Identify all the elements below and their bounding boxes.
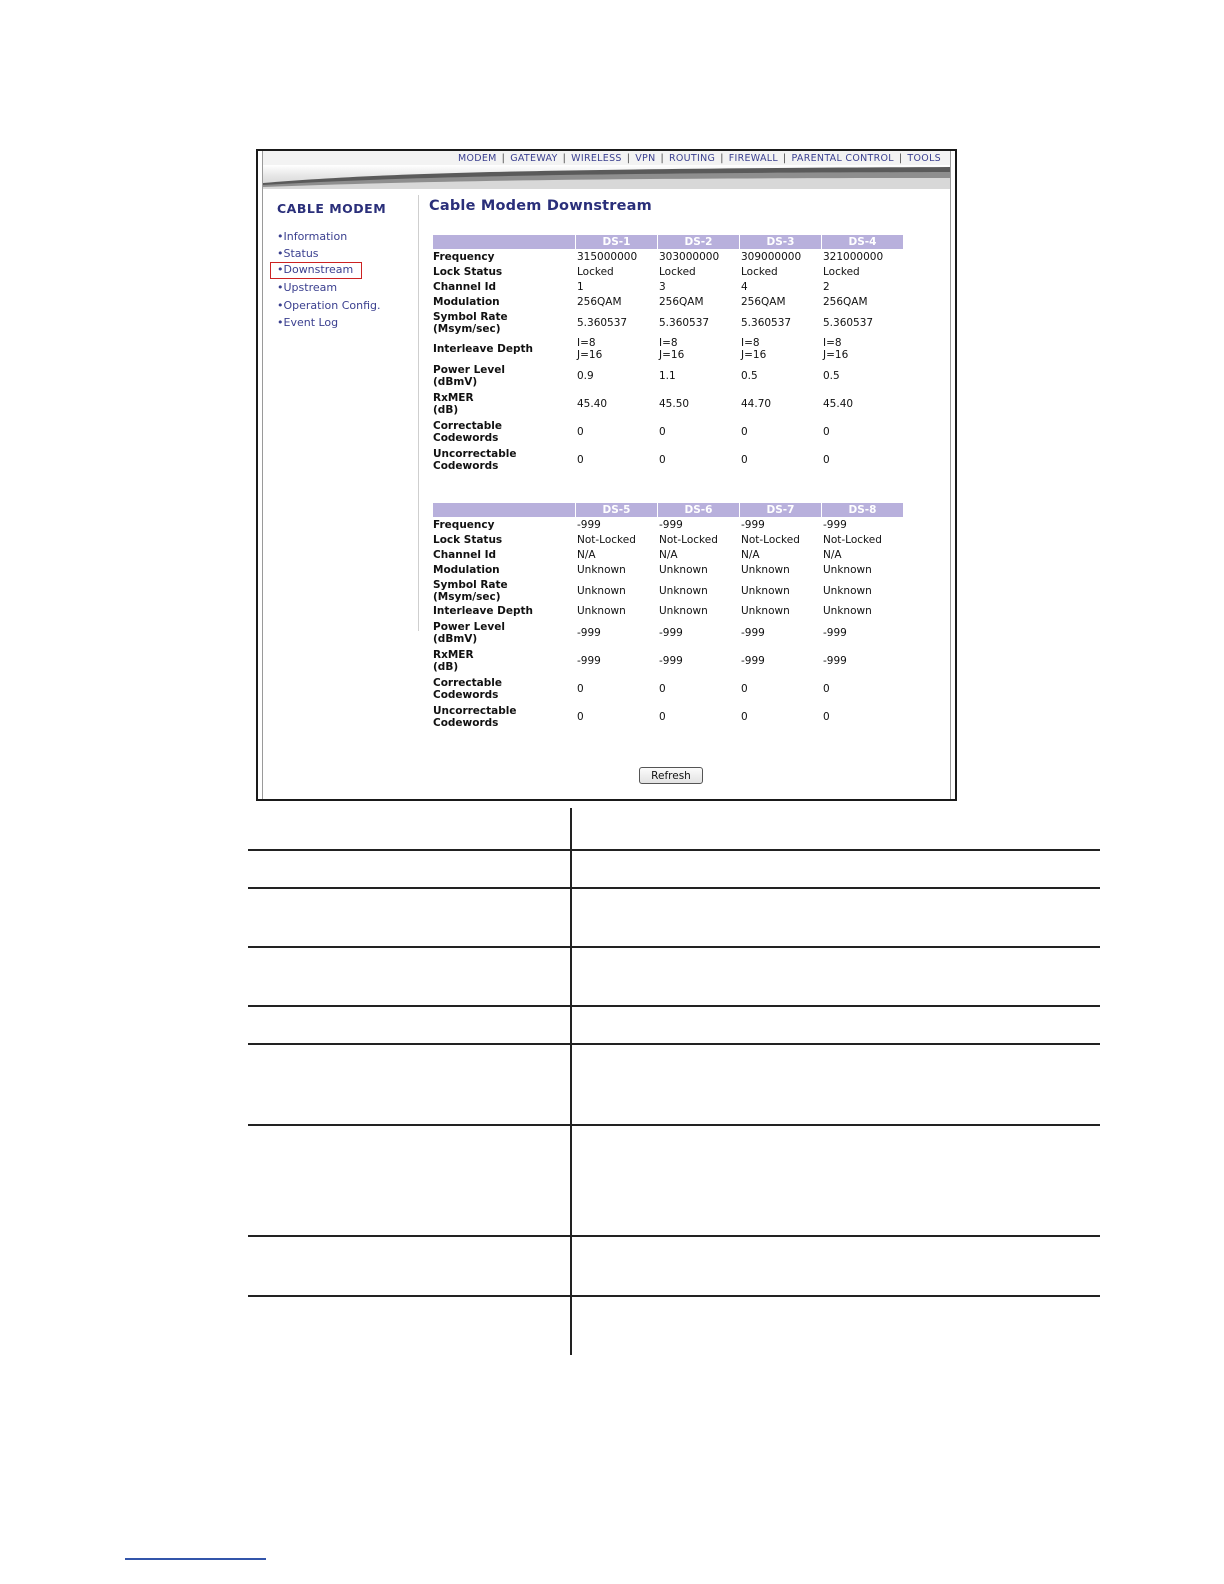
cell-value: Unknown	[577, 605, 626, 618]
cell-value: -999	[577, 518, 601, 531]
cell-value: 0	[823, 682, 830, 695]
column-header: DS-3	[739, 235, 821, 249]
table-row	[433, 310, 903, 336]
cell-value: 45.50	[659, 397, 690, 410]
cell-value: 0	[823, 710, 830, 723]
cell-value: Unknown	[823, 584, 872, 597]
table-row	[433, 563, 903, 578]
content-divider	[418, 195, 419, 631]
cell-value: Not-Locked	[577, 533, 636, 546]
cell-value	[657, 336, 739, 362]
sidebar-item-status[interactable]: •Status	[277, 247, 319, 261]
interleave-j: J=16	[741, 348, 767, 361]
cell-value: 0	[577, 453, 584, 466]
banner-swoosh	[263, 165, 950, 189]
cell-value: 309000000	[741, 250, 802, 263]
table-row	[433, 619, 903, 647]
cell-value: -999	[577, 626, 601, 639]
header-blank	[433, 503, 575, 517]
cell-value: 1	[577, 280, 584, 293]
cell-value: 2	[823, 280, 830, 293]
downstream-table-2	[433, 503, 903, 731]
column-divider	[570, 808, 572, 1355]
row-label: Frequency	[433, 250, 495, 263]
cell-value: 315000000	[577, 250, 638, 263]
row-label-line2: (dB)	[433, 403, 459, 416]
cell-value: 4	[741, 280, 748, 293]
nav-gateway[interactable]: GATEWAY	[510, 152, 558, 164]
cell-value: Locked	[741, 265, 778, 278]
column-header: DS-8	[821, 503, 903, 517]
cell-value: 0	[659, 710, 666, 723]
table-row	[433, 390, 903, 418]
row-divider	[248, 1005, 1100, 1007]
row-label	[433, 310, 575, 336]
row-label-line1: RxMER	[433, 391, 474, 404]
cell-value: 256QAM	[741, 296, 786, 309]
row-label-line2: (Msym/sec)	[433, 322, 501, 335]
row-label	[433, 675, 575, 703]
row-label-line2: (dB)	[433, 660, 459, 673]
column-header: DS-7	[739, 503, 821, 517]
table-row	[433, 264, 903, 279]
downstream-table-1	[433, 235, 903, 474]
table-row	[433, 532, 903, 547]
cell-value: 256QAM	[823, 296, 868, 309]
nav-wireless[interactable]: WIRELESS	[571, 152, 622, 164]
row-label	[433, 446, 575, 474]
header-banner	[263, 165, 950, 189]
cell-value: Unknown	[823, 605, 872, 618]
nav-vpn[interactable]: VPN	[635, 152, 656, 164]
cell-value: -999	[741, 654, 765, 667]
interleave-i: I=8	[577, 336, 596, 349]
row-label: Channel Id	[433, 280, 497, 293]
cell-value: 256QAM	[659, 296, 704, 309]
interleave-i: I=8	[741, 336, 760, 349]
table-row	[433, 362, 903, 390]
table-row	[433, 336, 903, 362]
cell-value: 45.40	[823, 397, 854, 410]
row-label-line2: Codewords	[433, 431, 499, 444]
cell-value: Locked	[577, 265, 614, 278]
interleave-i: I=8	[823, 336, 842, 349]
cell-value: -999	[577, 654, 601, 667]
nav-routing[interactable]: ROUTING	[669, 152, 716, 164]
cell-value: 0	[659, 425, 666, 438]
row-label	[433, 418, 575, 446]
cell-value: Unknown	[659, 564, 708, 577]
row-label	[433, 703, 575, 731]
cell-value: -999	[741, 518, 765, 531]
cell-value: 0	[741, 682, 748, 695]
cell-value: Unknown	[577, 584, 626, 597]
row-divider	[248, 1043, 1100, 1045]
row-label	[433, 578, 575, 604]
table-row	[433, 578, 903, 604]
table-row	[433, 604, 903, 619]
cell-value: 0	[577, 425, 584, 438]
row-label: Interleave Depth	[433, 605, 533, 618]
row-label-line2: Codewords	[433, 716, 499, 729]
cell-value: Unknown	[577, 564, 626, 577]
interleave-j: J=16	[823, 348, 849, 361]
row-label-line2: (Msym/sec)	[433, 590, 501, 603]
cell-value: N/A	[741, 548, 760, 561]
cell-value	[821, 336, 903, 362]
row-label-line1: Power Level	[433, 363, 505, 376]
cell-value: 0	[741, 453, 748, 466]
row-label: Frequency	[433, 518, 495, 531]
cell-value: -999	[741, 626, 765, 639]
row-divider	[248, 849, 1100, 851]
cell-value: 5.360537	[823, 316, 874, 329]
cell-value: 0	[823, 453, 830, 466]
footnote-rule	[125, 1558, 266, 1560]
row-divider	[248, 1235, 1100, 1237]
row-label-line1: Power Level	[433, 620, 505, 633]
cell-value: 0	[741, 425, 748, 438]
cell-value: Not-Locked	[659, 533, 718, 546]
row-divider	[248, 1295, 1100, 1297]
row-label-line2: (dBmV)	[433, 632, 478, 645]
interleave-i: I=8	[659, 336, 678, 349]
cell-value: Unknown	[659, 584, 708, 597]
cell-value: 256QAM	[577, 296, 622, 309]
sidebar-item-downstream[interactable]: •Downstream	[270, 262, 362, 279]
cell-value: Unknown	[659, 605, 708, 618]
table-row	[433, 675, 903, 703]
row-label: Channel Id	[433, 548, 497, 561]
cell-value: 321000000	[823, 250, 884, 263]
cell-value: 0.5	[741, 369, 758, 382]
sidebar	[277, 201, 422, 331]
column-header: DS-4	[821, 235, 903, 249]
table-row	[433, 703, 903, 731]
sidebar-item-information[interactable]: •Information	[277, 230, 348, 243]
cell-value	[739, 336, 821, 362]
cell-value: -999	[659, 626, 683, 639]
browser-content	[262, 151, 951, 799]
cell-value: -999	[823, 518, 847, 531]
cell-value: Not-Locked	[823, 533, 882, 546]
cell-value: 303000000	[659, 250, 720, 263]
cell-value: Unknown	[823, 564, 872, 577]
nav-firewall[interactable]: FIREWALL	[728, 152, 778, 164]
row-label: Modulation	[433, 296, 500, 309]
row-divider	[248, 887, 1100, 889]
cell-value: -999	[823, 626, 847, 639]
cell-value: 5.360537	[577, 316, 628, 329]
row-label-line2: (dBmV)	[433, 375, 478, 388]
cell-value: 0	[577, 682, 584, 695]
nav-parental-control[interactable]: PARENTAL CONTROL	[791, 152, 894, 164]
cell-value: Locked	[659, 265, 696, 278]
cell-value: 0	[659, 453, 666, 466]
sidebar-item-event-log[interactable]: •Event Log	[277, 315, 339, 329]
nav-tools[interactable]: TOOLS	[907, 152, 941, 164]
table-row	[433, 295, 903, 310]
nav-modem[interactable]: MODEM	[457, 152, 497, 164]
table-row	[433, 249, 903, 264]
cell-value: 44.70	[741, 397, 772, 410]
cell-value: Not-Locked	[741, 533, 800, 546]
row-label-line1: RxMER	[433, 648, 474, 661]
table-row	[433, 279, 903, 294]
column-header: DS-1	[575, 235, 657, 249]
document-table-grid	[248, 808, 1100, 1355]
cell-value: -999	[659, 518, 683, 531]
table-row	[433, 547, 903, 562]
table-row	[433, 446, 903, 474]
table-row	[433, 517, 903, 532]
screenshot-frame	[256, 149, 957, 801]
row-label-line1: Symbol Rate	[433, 578, 508, 591]
top-navigation: MODEM | GATEWAY | WIRELESS | VPN | ROUTING | FIREWALL | PARENTAL CONTROL | TOOLS	[263, 151, 950, 165]
cell-value: 0	[659, 682, 666, 695]
cell-value: Unknown	[741, 584, 790, 597]
cell-value: 0.9	[577, 369, 594, 382]
cell-value: Locked	[823, 265, 860, 278]
header-blank	[433, 235, 575, 249]
row-divider	[248, 946, 1100, 948]
row-label: Interleave Depth	[433, 342, 533, 355]
cell-value: Unknown	[741, 564, 790, 577]
cell-value: 3	[659, 280, 666, 293]
interleave-j: J=16	[577, 348, 603, 361]
column-header: DS-2	[657, 235, 739, 249]
interleave-j: J=16	[659, 348, 685, 361]
row-label-line2: Codewords	[433, 459, 499, 472]
cell-value: 1.1	[659, 369, 676, 382]
column-header: DS-5	[575, 503, 657, 517]
row-label-line1: Correctable	[433, 676, 502, 689]
row-label: Lock Status	[433, 533, 503, 546]
cell-value: N/A	[577, 548, 596, 561]
row-label: Lock Status	[433, 265, 503, 278]
cell-value: N/A	[659, 548, 678, 561]
row-label	[433, 362, 575, 390]
row-label-line1: Correctable	[433, 419, 502, 432]
cell-value: N/A	[823, 548, 842, 561]
row-label-line1: Uncorrectable	[433, 704, 517, 717]
cell-value: 45.40	[577, 397, 608, 410]
cell-value: 0	[577, 710, 584, 723]
cell-value: 0	[823, 425, 830, 438]
cell-value: -999	[823, 654, 847, 667]
cell-value: 5.360537	[741, 316, 792, 329]
cell-value: -999	[659, 654, 683, 667]
page-title: Cable Modem Downstream	[429, 198, 652, 214]
sidebar-item-upstream[interactable]: •Upstream	[277, 281, 338, 295]
cell-value: 0.5	[823, 369, 840, 382]
row-label-line1: Symbol Rate	[433, 310, 508, 323]
table-row	[433, 418, 903, 446]
row-label-line1: Uncorrectable	[433, 447, 517, 460]
sidebar-item-operation-config[interactable]: •Operation Config.	[277, 298, 381, 312]
row-divider	[248, 1124, 1100, 1126]
cell-value: Unknown	[741, 605, 790, 618]
row-label	[433, 619, 575, 647]
row-label: Modulation	[433, 564, 500, 577]
cell-value: 0	[741, 710, 748, 723]
row-label	[433, 390, 575, 418]
sidebar-title: CABLE MODEM	[277, 201, 387, 216]
row-label-line2: Codewords	[433, 688, 499, 701]
cell-value: 5.360537	[659, 316, 710, 329]
row-label	[433, 647, 575, 675]
cell-value	[575, 336, 657, 362]
table-row	[433, 647, 903, 675]
refresh-button[interactable]: Refresh	[639, 767, 703, 784]
column-header: DS-6	[657, 503, 739, 517]
